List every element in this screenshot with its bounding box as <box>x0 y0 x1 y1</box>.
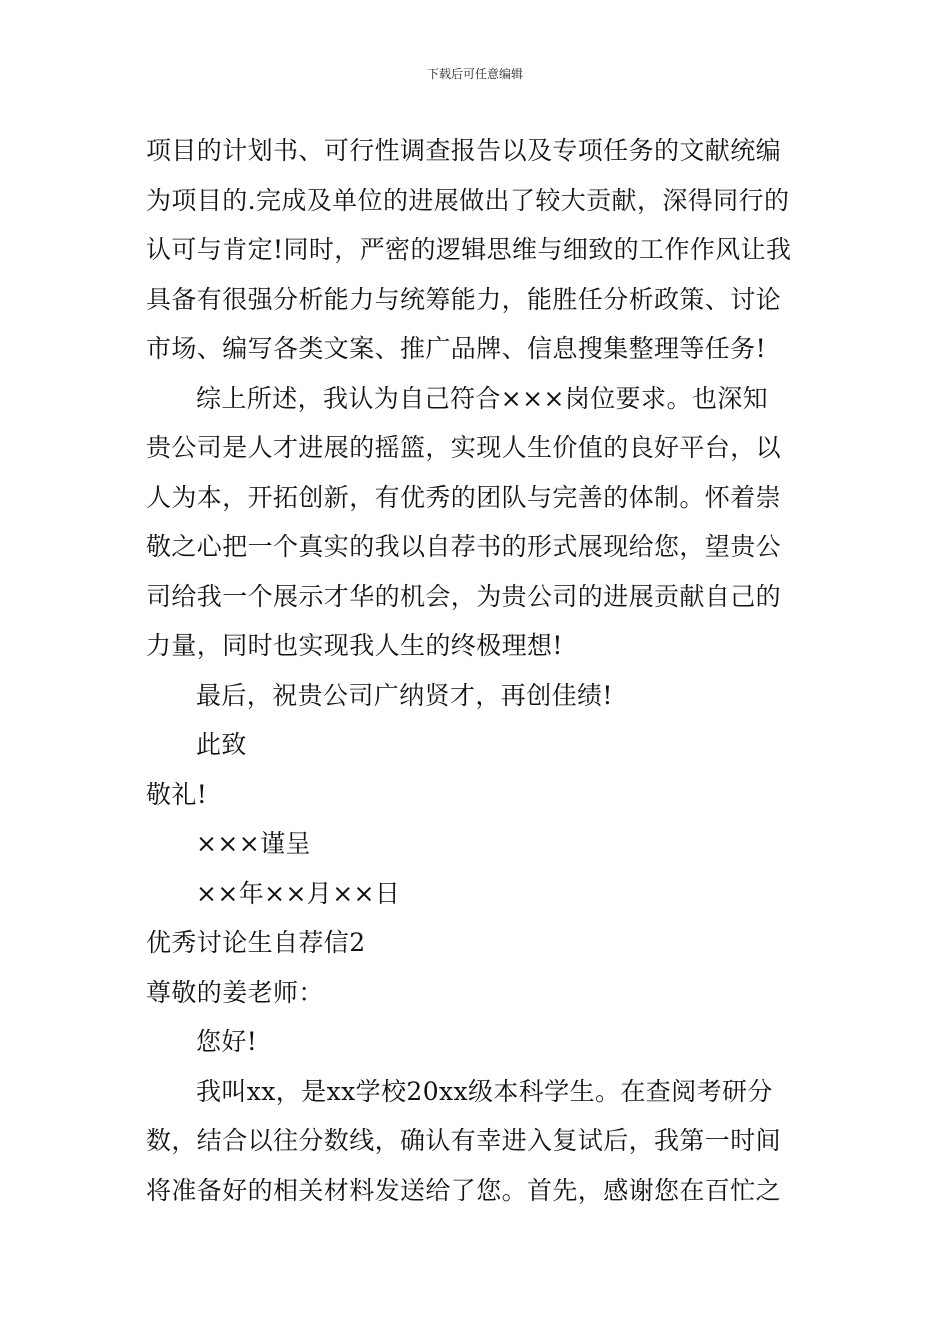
text-line: 敬礼! <box>146 779 208 809</box>
text-line: 认可与肯定!同时，严密的逻辑思维与细致的工作作风让我 <box>146 235 792 264</box>
text-line: 此致 <box>196 730 247 759</box>
text-line: 最后，祝贵公司广纳贤才，再创佳绩! <box>196 680 613 710</box>
text-line: 尊敬的姜老师： <box>146 977 324 1007</box>
text-line: ××年××月××日 <box>196 878 401 908</box>
text-line: 司给我一个展示才华的机会，为贵公司的进展贡献自己的 <box>146 581 782 611</box>
text-line: 具备有很强分析能力与统筹能力，能胜任分析政策、讨论 <box>146 284 782 314</box>
text-line: ×××谨呈 <box>196 829 311 858</box>
text-line: 将准备好的相关材料发送给了您。首先，感谢您在百忙之 <box>146 1175 782 1205</box>
page-header: 下载后可任意编辑 <box>426 67 523 81</box>
text-line: 市场、编写各类文案、推广品牌、信息搜集整理等任务! <box>146 334 767 363</box>
text-line: 综上所述，我认为自己符合×××岗位要求。也深知 <box>196 383 769 413</box>
text-line: 敬之心把一个真实的我以自荐书的形式展现给您，望贵公 <box>146 532 782 561</box>
text-line: 项目的计划书、可行性调查报告以及专项任务的文献统编 <box>146 136 782 165</box>
text-line: 人为本，开拓创新，有优秀的团队与完善的体制。怀着崇 <box>146 482 782 512</box>
text-line: 您好! <box>196 1027 258 1056</box>
text-line: 为项目的.完成及单位的进展做出了较大贡献，深得同行的 <box>146 185 790 215</box>
text-line: 贵公司是人才进展的摇篮，实现人生价值的良好平台，以 <box>146 433 782 462</box>
text-line: 力量，同时也实现我人生的终极理想! <box>146 631 563 660</box>
text-line: 我叫xx，是xx学校20xx级本科学生。在查阅考研分 <box>196 1076 773 1106</box>
text-line: 优秀讨论生自荐信2 <box>146 928 366 957</box>
text-line: 数，结合以往分数线，确认有幸进入复试后，我第一时间 <box>146 1126 782 1155</box>
document-body <box>146 126 806 1215</box>
